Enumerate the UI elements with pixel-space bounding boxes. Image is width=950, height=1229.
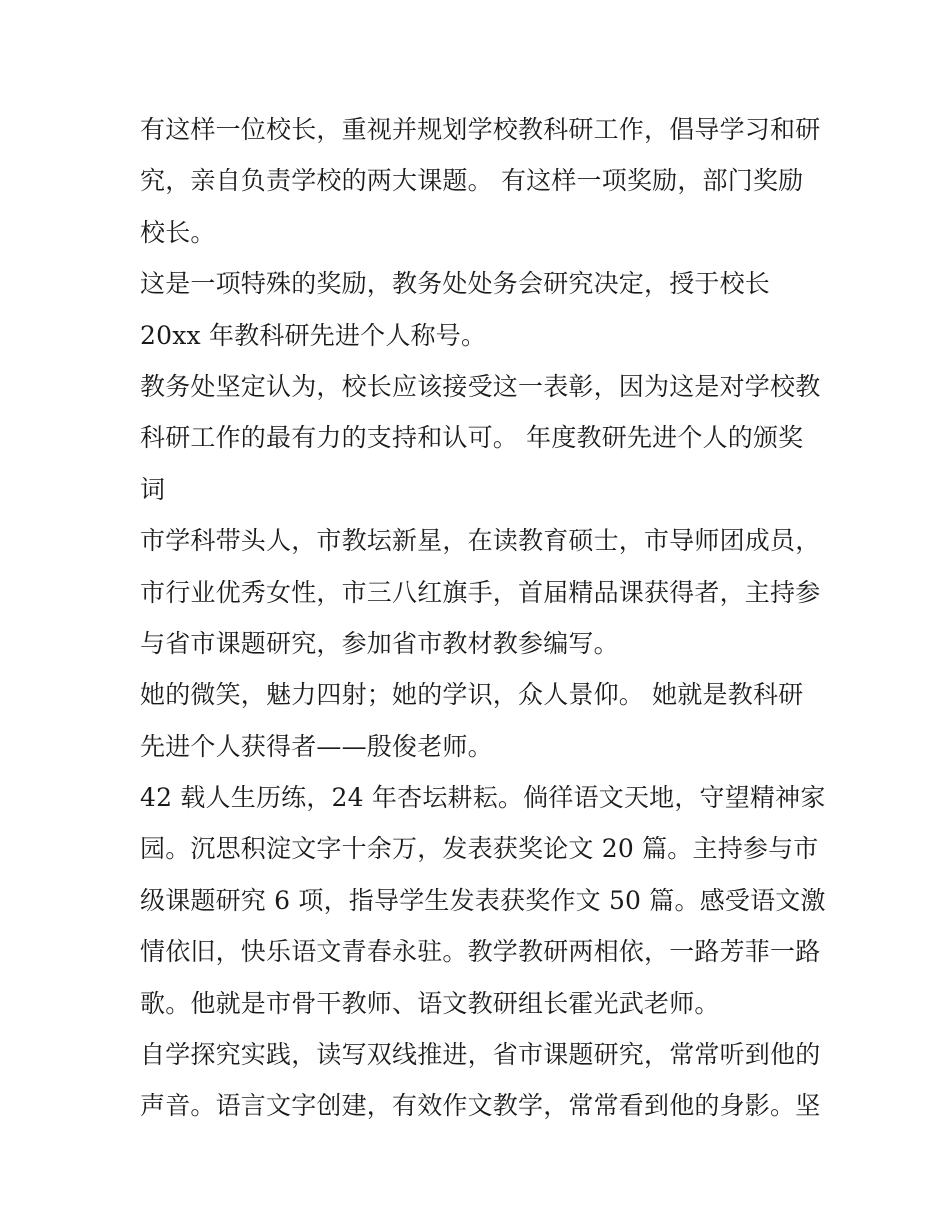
text-line: 20xx 年教科研先进个人称号。 <box>140 320 487 350</box>
text-line: 究，亲自负责学校的两大课题。 有这样一项奖励，部门奖励 <box>140 166 804 196</box>
text-line: 与省市课题研究，参加省市教材教参编写。 <box>140 628 619 658</box>
text-line: 歌。他就是市骨干教师、语文教研组长霍光武老师。 <box>140 988 720 1018</box>
text-line: 声音。语言文字创建，有效作文教学，常常看到他的身影。坚 <box>140 1091 821 1121</box>
text-line: 科研工作的最有力的支持和认可。 年度教研先进个人的颁奖 <box>140 423 804 453</box>
text-line: 园。沉思积淀文字十余万，发表获奖论文 20 篇。主持参与市 <box>140 834 819 864</box>
document-body <box>140 104 826 1132</box>
text-line: 情依旧，快乐语文青春永驻。教学教研两相依，一路芳菲一路 <box>140 937 821 967</box>
text-line: 词 <box>140 474 166 504</box>
text-line: 市学科带头人，市教坛新星，在读教育硕士，市导师团成员， <box>140 526 821 556</box>
text-line: 市行业优秀女性，市三八红旗手，首届精品课获得者，主持参 <box>140 577 821 607</box>
text-line: 级课题研究 6 项，指导学生发表获奖作文 50 篇。感受语文激 <box>140 885 826 915</box>
text-line: 自学探究实践，读写双线推进，省市课题研究，常常听到他的 <box>140 1040 821 1070</box>
text-line: 她的微笑，魅力四射；她的学识，众人景仰。 她就是教科研 <box>140 680 804 710</box>
text-line: 42 载人生历练，24 年杏坛耕耘。倘徉语文天地，守望精神家 <box>140 783 826 813</box>
text-line: 这是一项特殊的奖励，教务处处务会研究决定，授于校长 <box>140 269 771 299</box>
text-line: 校长。 <box>140 217 216 247</box>
text-line: 教务处坚定认为，校长应该接受这一表彰，因为这是对学校教 <box>140 371 821 401</box>
text-line: 先进个人获得者——殷俊老师。 <box>140 731 493 761</box>
text-line: 有这样一位校长，重视并规划学校教科研工作，倡导学习和研 <box>140 115 821 144</box>
